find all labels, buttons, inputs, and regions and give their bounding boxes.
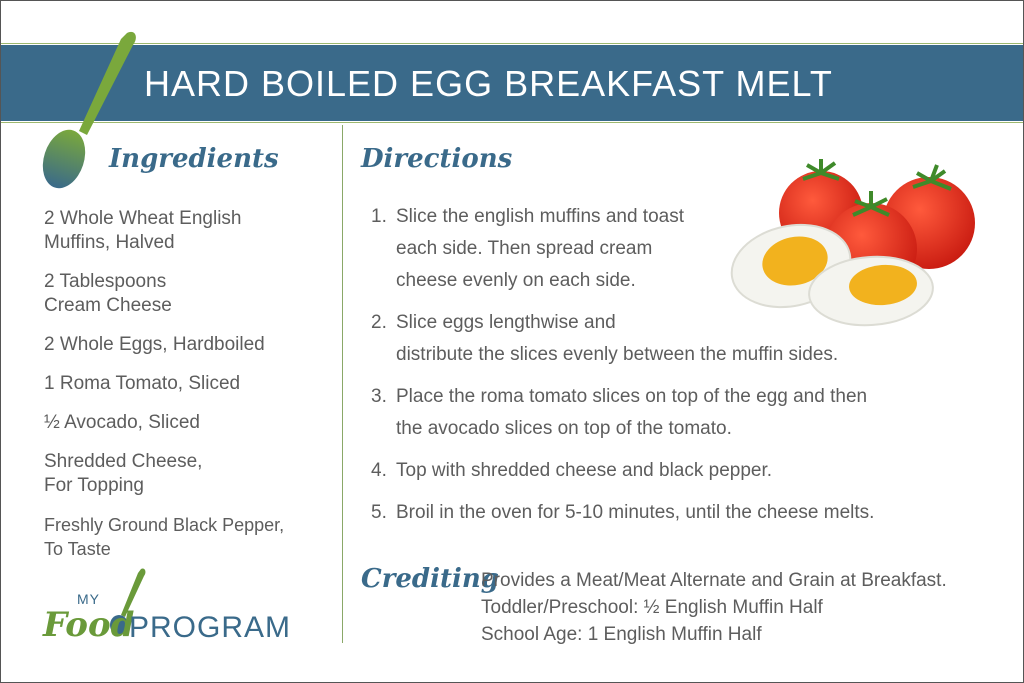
crediting-line: School Age: 1 English Muffin Half xyxy=(481,624,762,645)
step-line: Slice the english muffins and toast xyxy=(396,206,684,227)
crediting-heading: Crediting xyxy=(361,564,499,594)
step-line: distribute the slices evenly between the muffin sides. xyxy=(396,344,839,365)
step-line: Broil in the oven for 5-10 minutes, until the cheese melts. xyxy=(396,502,875,523)
step-line: Top with shredded cheese and black pepper. xyxy=(396,460,773,481)
step-line: cheese evenly on each side. xyxy=(396,270,636,291)
step-number: 4. xyxy=(371,460,387,481)
top-divider xyxy=(1,43,1023,44)
logo-my: MY xyxy=(77,591,100,607)
step-line: the avocado slices on top of the tomato. xyxy=(396,418,732,439)
ingredient-line: To Taste xyxy=(44,539,111,559)
ingredient-item xyxy=(44,207,334,255)
ingredient-item xyxy=(44,411,334,435)
ingredient-line: 2 Tablespoons xyxy=(44,271,167,292)
column-divider xyxy=(342,125,343,643)
step-line: Place the roma tomato slices on top of the egg and then xyxy=(396,386,868,407)
step-line: each side. Then spread cream xyxy=(396,238,653,259)
direction-step xyxy=(371,381,991,445)
crediting-line: Provides a Meat/Meat Alternate and Grain at Breakfast. xyxy=(481,570,947,591)
step-line: Slice eggs lengthwise and xyxy=(396,312,616,333)
ingredient-item xyxy=(44,333,334,357)
ingredients-list xyxy=(44,207,334,576)
step-number: 2. xyxy=(371,312,387,333)
crediting-line: Toddler/Preschool: ½ English Muffin Half xyxy=(481,597,823,618)
directions-list xyxy=(371,201,991,539)
ingredient-line: 2 Whole Wheat English xyxy=(44,208,242,229)
crediting-text xyxy=(481,567,947,648)
step-number: 1. xyxy=(371,206,387,227)
direction-step xyxy=(371,455,991,487)
ingredient-item xyxy=(44,372,334,396)
ingredient-line: Freshly Ground Black Pepper, xyxy=(44,515,285,535)
ingredient-line: 2 Whole Eggs, Hardboiled xyxy=(44,334,265,355)
ingredient-line: Muffins, Halved xyxy=(44,232,175,253)
step-number: 5. xyxy=(371,502,387,523)
ingredient-line: Shredded Cheese, xyxy=(44,451,203,472)
ingredient-line: 1 Roma Tomato, Sliced xyxy=(44,373,241,394)
ingredient-line: Cream Cheese xyxy=(44,295,172,316)
ingredient-item xyxy=(44,450,334,498)
direction-step xyxy=(371,307,991,371)
logo-food: Food xyxy=(43,605,135,645)
directions-heading: Directions xyxy=(361,144,513,174)
my-food-program-logo xyxy=(43,567,313,647)
ingredient-line: ½ Avocado, Sliced xyxy=(44,412,200,433)
recipe-title: HARD BOILED EGG BREAKFAST MELT xyxy=(144,63,833,104)
step-number: 3. xyxy=(371,386,387,407)
ingredient-item xyxy=(44,270,334,318)
title-banner xyxy=(1,45,1023,121)
direction-step xyxy=(371,201,991,297)
ingredients-heading: Ingredients xyxy=(109,144,279,174)
logo-program: PROGRAM xyxy=(129,611,292,644)
ingredient-line: For Topping xyxy=(44,475,144,496)
direction-step xyxy=(371,497,991,529)
ingredient-item xyxy=(44,513,334,561)
banner-divider xyxy=(1,122,1023,123)
